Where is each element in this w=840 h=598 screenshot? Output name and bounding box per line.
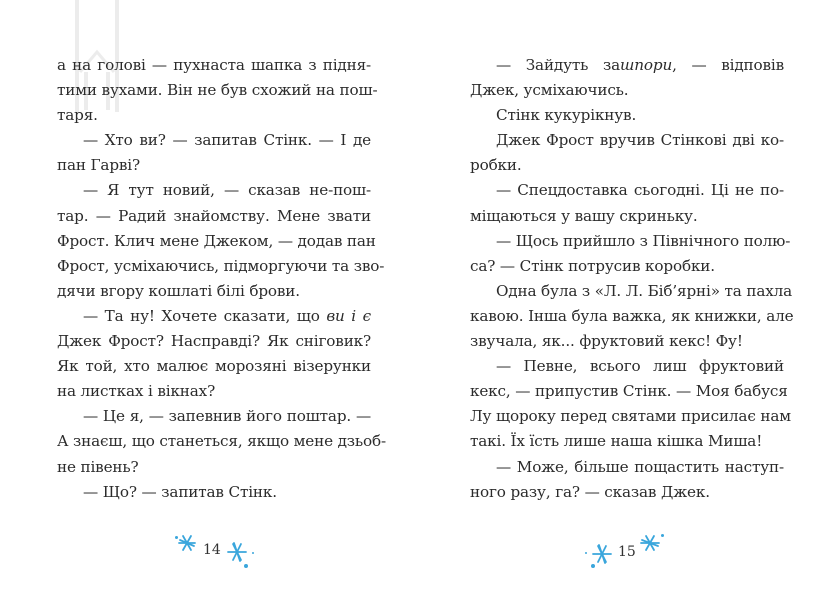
text-line: — Що? — запитав Стінк. bbox=[83, 482, 277, 501]
text-segment: , — відповів bbox=[672, 56, 785, 74]
text-line: — Спецдоставка сьогодні. Ці не по- bbox=[496, 181, 784, 200]
text-line: такі. Їх їсть лише наша кішка Миша! bbox=[470, 432, 763, 451]
text-line: міщаються у вашу скриньку. bbox=[470, 206, 698, 225]
snow-dot bbox=[252, 552, 254, 554]
text-line: Лу щороку перед святами присилає нам bbox=[470, 407, 791, 426]
text-line: дячи вгору кошлаті білі брови. bbox=[57, 281, 300, 300]
text-line: кавою. Інша була важка, як книжки, але bbox=[470, 306, 794, 325]
text-line: звучала, як... фруктовий кекс! Фу! bbox=[470, 332, 743, 351]
text-line: Джек Фрост? Насправді? Як сніговик? bbox=[57, 332, 371, 351]
page-footer-right bbox=[580, 530, 680, 574]
italic-emphasis: шпори bbox=[620, 56, 673, 74]
snow-dot bbox=[585, 552, 587, 554]
snowflake-icon bbox=[592, 544, 612, 564]
snow-dot bbox=[591, 564, 595, 568]
text-line: Джек, усміхаючись. bbox=[470, 81, 629, 100]
text-line: не півень? bbox=[57, 457, 139, 476]
text-line: Як той, хто малює морозяні візерунки bbox=[57, 357, 371, 376]
text-line: а на голові — пухнаста шапка з підня- bbox=[57, 56, 371, 74]
text-line bbox=[470, 53, 784, 78]
text-line: Стінк кукурікнув. bbox=[496, 106, 637, 125]
text-line: Фрост. Клич мене Джеком, — додав пан bbox=[57, 231, 376, 250]
text-line: Одна була з «Л. Л. Біб’ярні» та пахла bbox=[496, 281, 793, 300]
text-line: тими вухами. Він не був схожий на пош- bbox=[57, 81, 378, 100]
text-segment: — Та ну! Хочете сказати, що bbox=[83, 306, 327, 325]
italic-emphasis: ви і є bbox=[326, 306, 371, 325]
page-number: 14 bbox=[203, 542, 221, 558]
text-line: таря. bbox=[57, 106, 98, 125]
text-line: робки. bbox=[470, 156, 522, 175]
text-line: — Це я, — запевнив його поштар. — bbox=[83, 407, 371, 426]
text-line: на листках і вікнах? bbox=[57, 382, 216, 401]
page-footer-left bbox=[168, 530, 268, 574]
text-line: пан Гарві? bbox=[57, 156, 141, 175]
page-number: 15 bbox=[618, 544, 636, 560]
text-line: Фрост, усміхаючись, підморгуючи та зво- bbox=[57, 256, 385, 275]
text-line: — Хто ви? — запитав Стінк. — І де bbox=[83, 131, 371, 150]
text-line: са? — Стінк потрусив коробки. bbox=[470, 256, 715, 275]
page-left bbox=[57, 53, 387, 505]
snowflake-icon bbox=[227, 542, 247, 562]
snow-dot bbox=[244, 564, 248, 568]
text-line: — Може, більше пощастить наступ- bbox=[496, 457, 784, 476]
text-line: тар. — Радий знайомству. Мене звати bbox=[57, 206, 371, 225]
text-line: А знаєш, що станеться, якщо мене дзьоб- bbox=[57, 432, 387, 451]
snowflake-icon bbox=[178, 534, 196, 552]
text-line: — Певне, всього лиш фруктовий bbox=[496, 357, 784, 376]
page-right bbox=[470, 53, 794, 505]
text-line: Джек Фрост вручив Стінкові дві ко- bbox=[496, 131, 784, 150]
text-segment: — Зайдуть за bbox=[496, 56, 621, 74]
text-line bbox=[57, 304, 371, 329]
text-line: — Я тут новий, — сказав не-пош- bbox=[83, 181, 371, 200]
text-line: — Щось прийшло з Північного полю- bbox=[496, 231, 791, 250]
text-line: кекс, — припустив Стінк. — Моя бабуся bbox=[470, 382, 788, 401]
snowflake-icon bbox=[640, 534, 660, 552]
text-line: ного разу, га? — сказав Джек. bbox=[470, 482, 710, 501]
snow-dot bbox=[661, 534, 664, 537]
